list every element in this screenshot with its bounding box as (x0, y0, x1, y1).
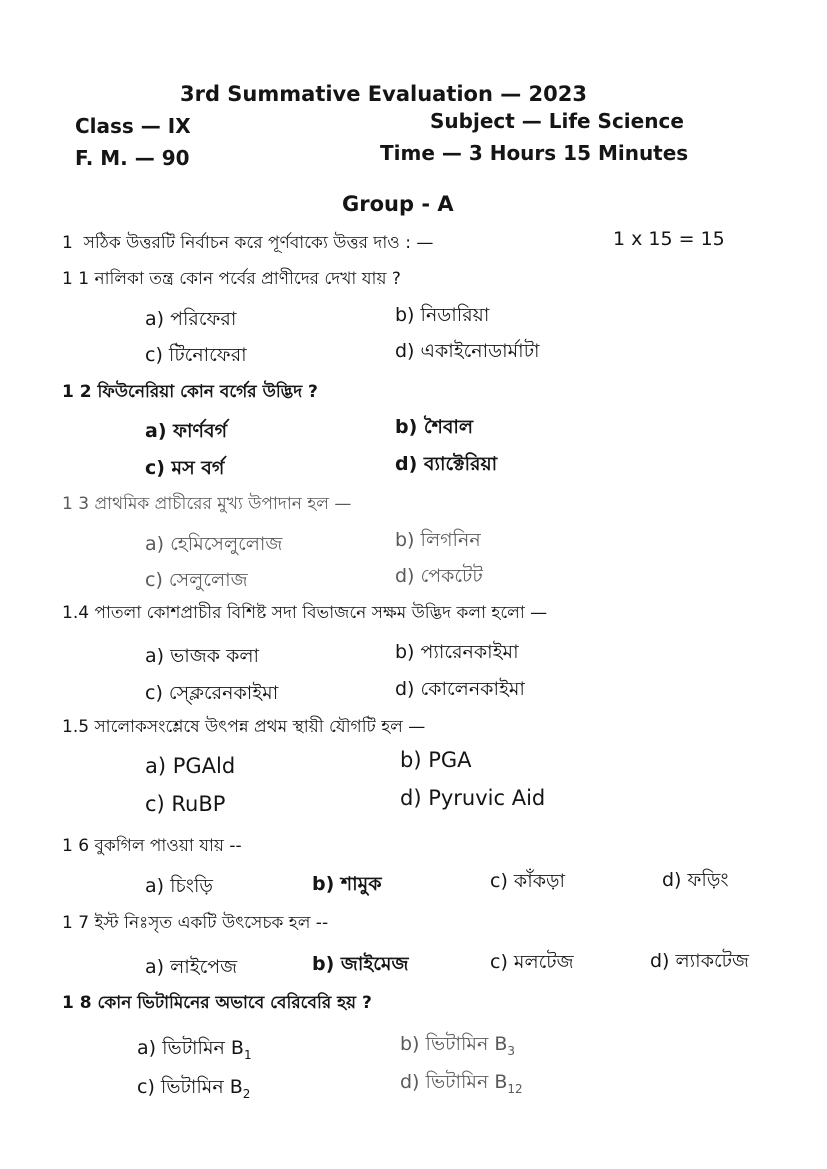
question-text: কোন ভিটামিনের অভাবে বেরিবেরি হয় ? (97, 993, 372, 1013)
option-text: a) ভিটামিন B (137, 1037, 244, 1059)
option-d (400, 1068, 523, 1100)
class-label: Class — IX (75, 114, 191, 138)
option-d: d) একাইনোডার্মাটা (395, 340, 540, 362)
option-subscript: 1 (243, 1047, 252, 1062)
full-marks-label: F. M. — 90 (75, 146, 190, 170)
option-a: a) ফার্ণবর্গ (145, 420, 228, 442)
option-c: c) কাঁকড়া (490, 870, 566, 892)
option-b: b) নিডারিয়া (395, 304, 490, 326)
subject-label: Subject — Life Science (430, 109, 684, 133)
time-label: Time — 3 Hours 15 Minutes (380, 141, 689, 165)
question (62, 990, 372, 1018)
option-c: c) RuBP (145, 792, 226, 816)
option-c: c) মস বর্গ (145, 457, 225, 479)
option-d: d) কোলেনকাইমা (395, 678, 525, 700)
question-number: 1 8 (62, 993, 92, 1013)
question (62, 833, 242, 861)
question (62, 379, 318, 407)
option-b: b) প্যারেনকাইমা (395, 641, 519, 663)
question-number: 1 2 (62, 382, 92, 402)
option-c (137, 1073, 250, 1105)
option-d: d) ফড়িং (662, 869, 729, 891)
option-b (400, 1030, 515, 1062)
option-a: a) হেমিসেলুলোজ (145, 533, 283, 555)
option-b: b) শামুক (312, 873, 382, 895)
question (62, 266, 401, 294)
option-b: b) শৈবাল (395, 416, 474, 438)
question (62, 714, 425, 742)
instruction-marks: 1 x 15 = 15 (613, 228, 725, 250)
option-c: c) সেলুলোজ (145, 569, 248, 591)
option-text: c) ভিটামিন B (137, 1076, 243, 1098)
option-b: b) PGA (400, 748, 472, 772)
option-a: a) PGAld (145, 754, 236, 778)
group-heading: Group - A (342, 192, 454, 216)
option-text: b) ভিটামিন B (400, 1033, 508, 1055)
option-d: d) ব্যাক্টেরিয়া (395, 453, 498, 475)
option-b: b) লিগনিন (395, 529, 481, 551)
question-text: বুকগিল পাওয়া যায় -- (94, 836, 242, 856)
question (62, 491, 351, 519)
question-number: 1 1 (62, 269, 90, 289)
question-text: প্রাথমিক প্রাচীরের মুখ্য উপাদান হল — (94, 494, 352, 514)
question-text: পাতলা কোশপ্রাচীর বিশিষ্ট সদা বিভাজনে সক্ষম উদ্ভিদ কলা হলো — (94, 603, 548, 623)
option-a: a) চিংড়ি (145, 875, 213, 897)
option-a (137, 1034, 252, 1066)
question-number: 1 7 (62, 913, 90, 933)
instruction-number: 1 (62, 233, 73, 253)
question-number: 1 3 (62, 494, 90, 514)
option-a: a) ভাজক কলা (145, 645, 260, 667)
instruction (62, 230, 433, 258)
exam-title: 3rd Summative Evaluation — 2023 (180, 82, 588, 106)
question-text: ফিউনেরিয়া কোন বর্গের উদ্ভিদ ? (97, 382, 318, 402)
question-text: ইস্ট নিঃসৃত একটি উৎসেচক হল -- (94, 913, 329, 933)
option-d: d) পেকটেট (395, 565, 483, 587)
question-number: 1.4 (62, 603, 90, 623)
question-number: 1 6 (62, 836, 90, 856)
option-c: c) স্ক্লেরেনকাইমা (145, 682, 279, 704)
option-text: d) ভিটামিন B (400, 1071, 508, 1093)
question (62, 910, 328, 938)
option-d: d) ল্যাকটেজ (650, 950, 749, 972)
option-b: b) জাইমেজ (312, 953, 409, 975)
instruction-text: সঠিক উত্তরটি নির্বাচন করে পূর্ণবাক্যে উত্তর দাও : — (83, 233, 434, 253)
option-d: d) Pyruvic Aid (400, 786, 546, 810)
question-text: নালিকা তন্ত্র কোন পর্বের প্রাণীদের দেখা যায় ? (94, 269, 401, 289)
option-subscript: 12 (507, 1081, 523, 1096)
option-c: c) মলটেজ (490, 951, 574, 973)
option-subscript: 2 (242, 1086, 251, 1101)
option-a: a) লাইপেজ (145, 956, 238, 978)
question (62, 600, 547, 628)
question-number: 1.5 (62, 717, 90, 737)
option-a: a) পরিফেরা (145, 308, 237, 330)
option-subscript: 3 (507, 1043, 516, 1058)
option-c: c) টিনোফেরা (145, 344, 247, 366)
question-text: সালোকসংশ্লেষে উৎপন্ন প্রথম স্থায়ী যৌগটি হল — (94, 717, 426, 737)
